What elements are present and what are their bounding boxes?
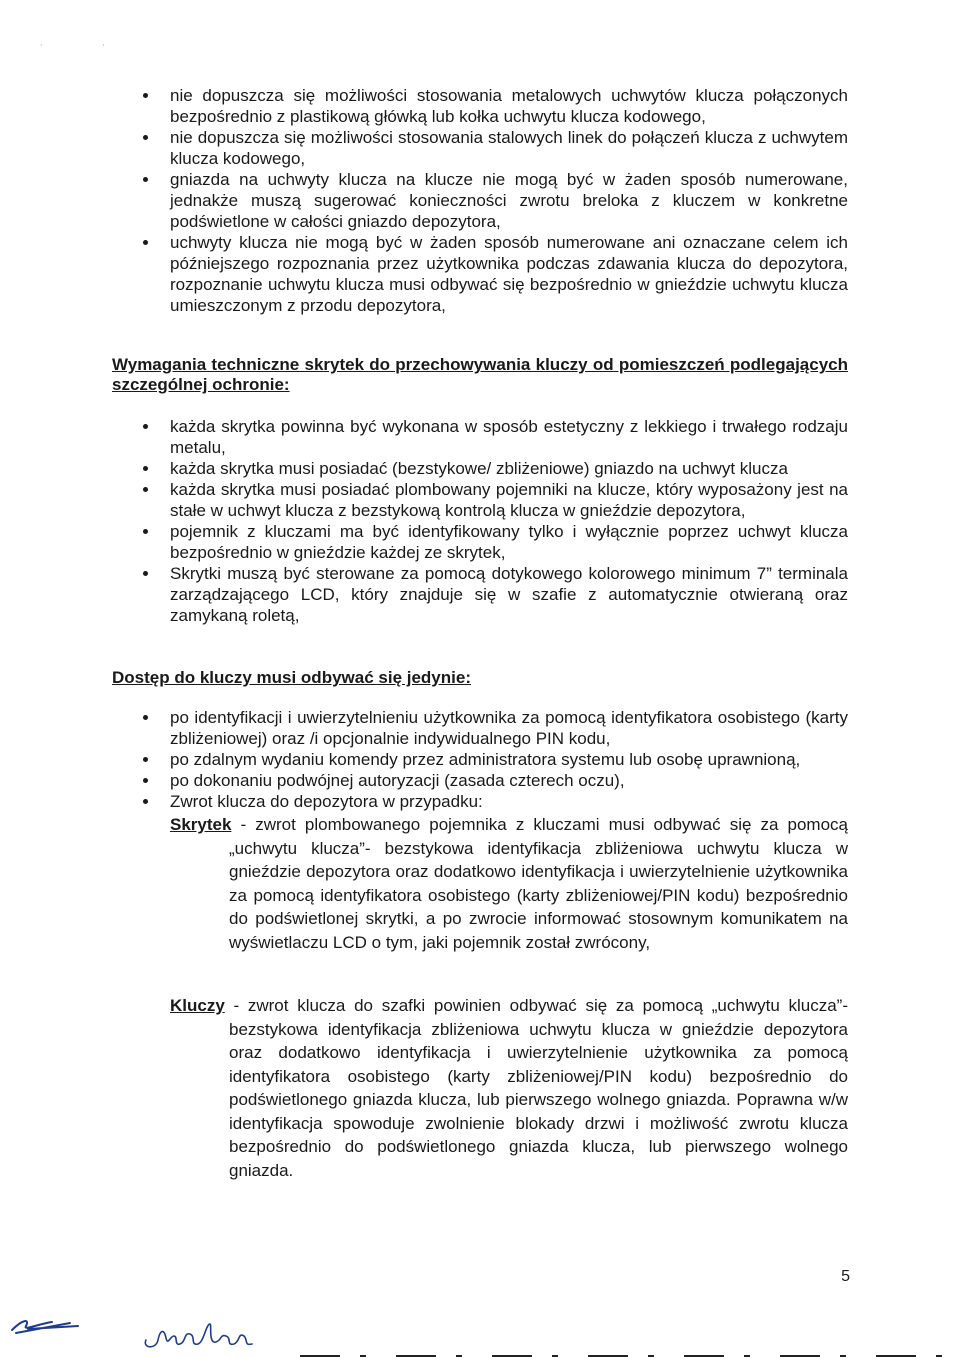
procedure-label: Skrytek — [170, 815, 232, 834]
section-heading-dostep: Dostęp do kluczy musi odbywać się jedynie: — [112, 668, 471, 687]
list-item: nie dopuszcza się możliwości stosowania metalowych uchwytów klucza połączonych bezpośrednio z plastikową główką lub kołka uchwytu klucza kodowego, — [136, 85, 848, 127]
procedure-continuation: „uchwytu klucza”- bezstykowa identyfikacja zbliżeniowa uchwytu klucza w gnieździe depozytora oraz dodatkowo identyfikacja i uwierzytelnienie użytkownika za pomocą identyfikatora osobistego (karty zbliżeniowej/PIN kodu) bezpośrednio do podświetlonej skrytki, a po zwrocie informować stosownym komunikatem na wyświetlaczu LCD o tym, jaki pojemnik został zwrócony, — [229, 838, 848, 952]
list-item: każda skrytka musi posiadać plombowany pojemniki na klucze, który wyposażony jest na stałe w uchwyt klucza z bezstykową kontrolą klucza w gnieździe depozytora, — [136, 479, 848, 521]
list-item: gniazda na uchwyty klucza na klucze nie mogą być w żaden sposób numerowane, jednakże muszą sugerować konieczności zwrotu breloka z kluczem w konkretne podświetlone w całości gniazdo depozytora, — [136, 169, 848, 232]
return-procedure-kluczy — [170, 994, 848, 1182]
procedure-lead: - zwrot plombowanego pojemnika z kluczami musi odbywać się za pomocą — [231, 815, 848, 834]
bullet-list-1 — [136, 85, 848, 316]
list-item: pojemnik z kluczami ma być identyfikowany tylko i wyłącznie poprzez uchwyt klucza bezpośrednio w gnieździe każdej ze skrytek, — [136, 521, 848, 563]
list-item: każda skrytka powinna być wykonana w sposób estetyczny z lekkiego i trwałego rodzaju metalu, — [136, 416, 848, 458]
list-item: uchwyty klucza nie mogą być w żaden sposób numerowane ani oznaczane celem ich późniejszego rozpoznania przez użytkownika podczas zdawania klucza do depozytora, rozpoznanie uchwytu klucza musi odbywać się bezpośrednio w gnieździe uchwytu klucza umieszczonym z przodu depozytora, — [136, 232, 848, 316]
list-item: po dokonaniu podwójnej autoryzacji (zasada czterech oczu), — [136, 770, 848, 791]
procedure-first-line — [170, 994, 848, 1018]
list-item: każda skrytka musi posiadać (bezstykowe/ zbliżeniowe) gniazdo na uchwyt klucza — [136, 458, 848, 479]
handwritten-signature-icon — [140, 1318, 260, 1352]
footer-rule — [300, 1355, 960, 1357]
procedure-lead: - zwrot klucza do szafki powinien odbywać się za pomocą „uchwytu klucza”- — [224, 996, 848, 1015]
procedure-label: Kluczy — [170, 996, 225, 1015]
procedure-continuation: bezstykowa identyfikacja zbliżeniowa uchwytu klucza w gnieździe depozytora oraz dodatkowo identyfikacja i uwierzytelnienie użytkownika za pomocą identyfikatora osobistego (karty zbliżeniowej/PIN kodu) bezpośrednio do podświetlonego gniazda klucza, lub pierwszego wolnego gniazda. Poprawna w/w identyfikacja spowoduje zwolnienie blokady drzwi i możliwość zwrotu klucza bezpośrednio do podświetlonego gniazda klucza, lub pierwszego wolnego gniazda. — [229, 1019, 848, 1180]
bullet-list-2 — [136, 416, 848, 626]
scan-artifacts: ˙ ˙ — [40, 44, 134, 55]
section-heading-skrytki: Wymagania techniczne skrytek do przechowywania kluczy od pomieszczeń podlegających szczególnej ochronie: — [112, 355, 848, 394]
page-number: 5 — [841, 1268, 850, 1285]
list-item: Skrytki muszą być sterowane za pomocą dotykowego kolorowego minimum 7” terminala zarządzającego LCD, który znajduje się w szafie z automatycznie otwieraną oraz zamykaną roletą, — [136, 563, 848, 626]
list-item: po identyfikacji i uwierzytelnieniu użytkownika za pomocą identyfikatora osobistego (karty zbliżeniowej) oraz /i opcjonalnie indywidualnego PIN kodu, — [136, 707, 848, 749]
list-item: nie dopuszcza się możliwości stosowania stalowych linek do połączeń klucza z uchwytem klucza kodowego, — [136, 127, 848, 169]
return-procedure-skrytek — [170, 813, 848, 954]
initials-signature-icon — [8, 1314, 88, 1336]
procedure-first-line — [170, 813, 848, 837]
list-item: Zwrot klucza do depozytora w przypadku: — [136, 791, 848, 812]
bullet-list-3 — [136, 707, 848, 812]
list-item: po zdalnym wydaniu komendy przez administratora systemu lub osobę uprawnioną, — [136, 749, 848, 770]
